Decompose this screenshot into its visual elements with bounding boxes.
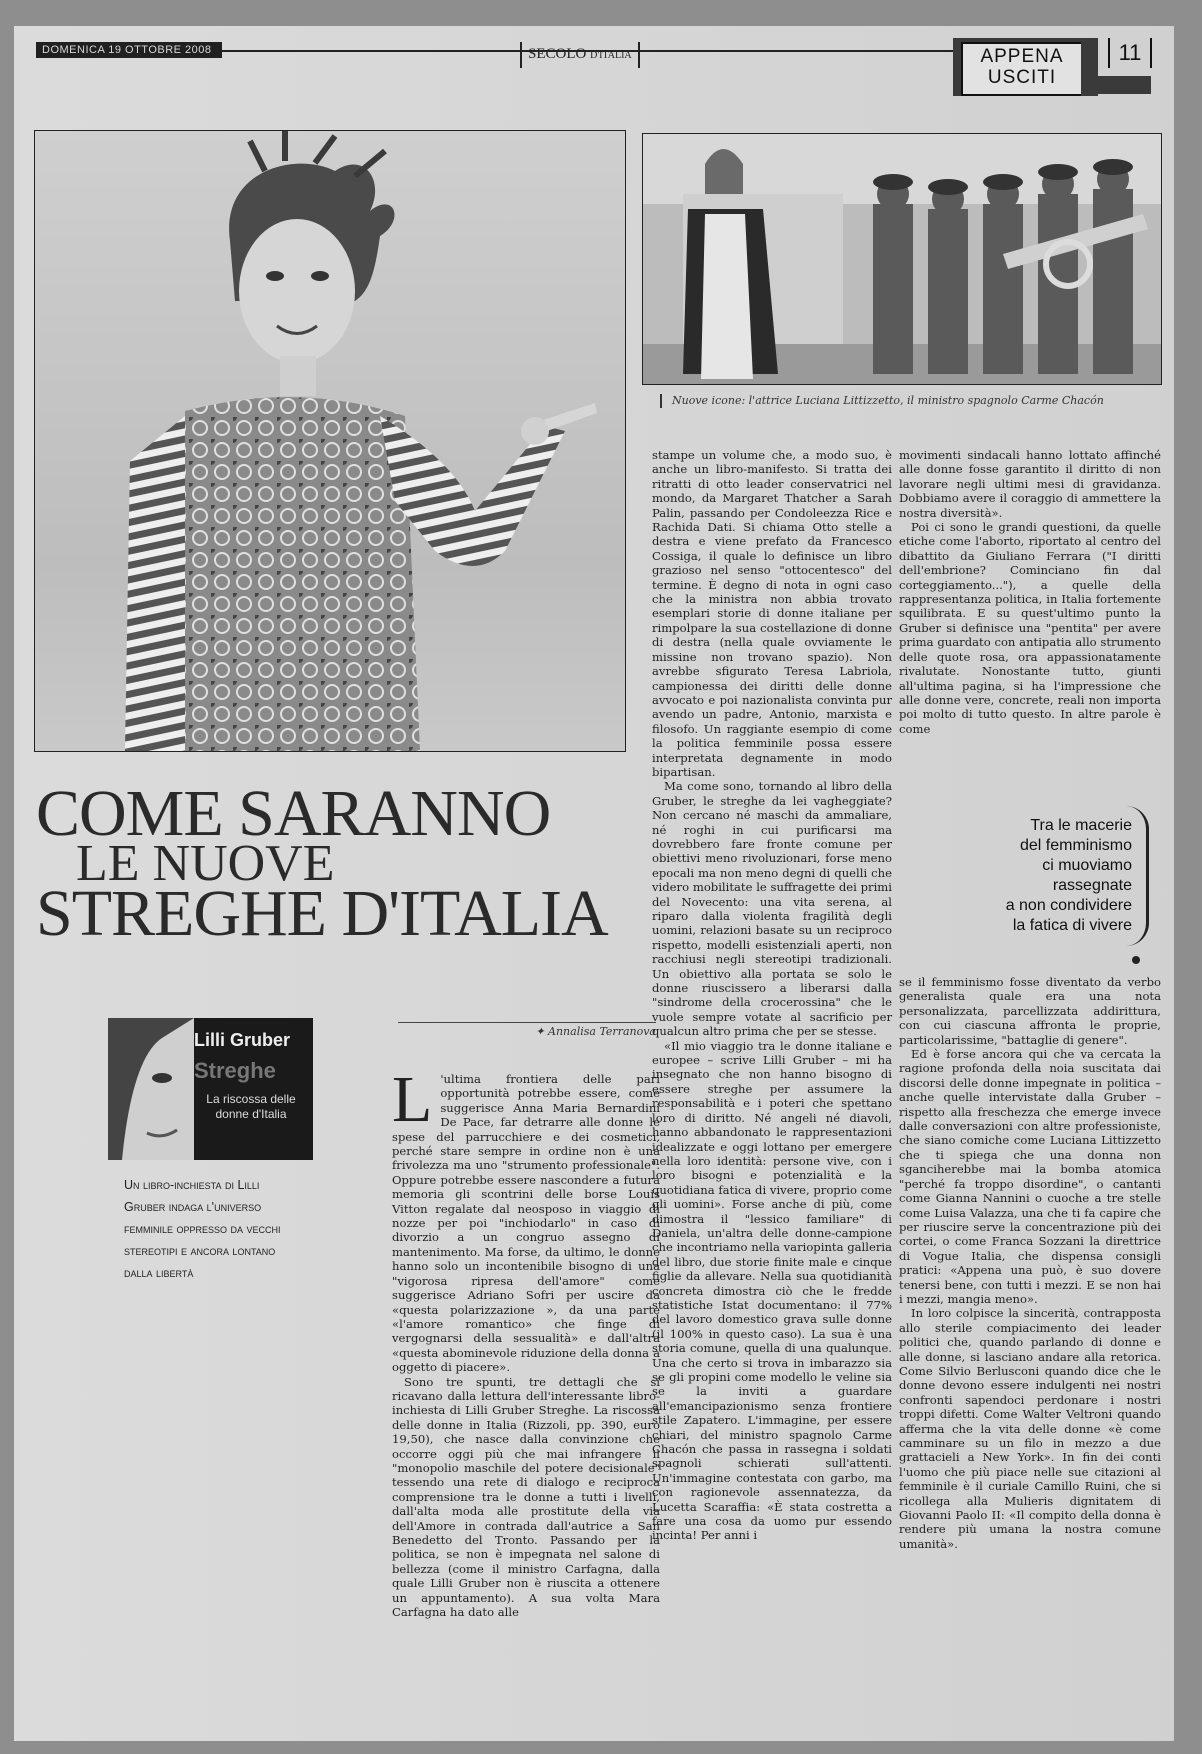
paragraph: stampe un volume che, a modo suo, è anche un libro-manifesto. Si tratta dei ritratti di otto leader conservatrici nel mondo, da Margaret Thatcher a Sarah Palin, passando per Condoleezza Rice e Rachida Dati. Si chiama Otto stelle a destra e viene prefato da Francesco Cossiga, il quale lo definisce un libro grazioso nel senso "ottocentesco" del termine. È degno di nota in ogni caso che la ministra non abbia trovato esemplari storie di donne italiane per rimpolpare la sua costellazione di donne di destra (nella quale ovviamente le missine non trovano spazio). Non avrebbe sfigurato Teresa Labriola, campionessa dei diritti delle donne avvocato e poi nazionalista convinta pur avendo un padre, Antonio, marxista e filosofo. Un raggiante esempio di come la politica femminile possa essere interpretata degnamente in modo bipartisan.	[652, 448, 892, 779]
issue-date: DOMENICA 19 OTTOBRE 2008	[36, 42, 222, 58]
book-cover-face-illustration	[108, 1018, 194, 1160]
main-photo	[34, 130, 626, 752]
paragraph: Sono tre spunti, tre dettagli che si ricavano dalla lettura dell'interessante libro-inchiesta di Lilli Gruber Streghe. La riscossa delle donne in Italia (Rizzoli, pp. 390, euro 19,50), che nasce dalla convinzione che occorre oggi più che mai infrangere il "monopolio maschile del potere decisionale" tessendo una rete di dialogo e reciproca comprensione tra le donne a tutti i livelli, dall'alta moda alle prostitute della via dell'Amore in contrada dall'autrice a San Benedetto del Tronto. Passando per la politica, se non è impegnata nel salone di bellezza (come il ministro Carfagna, dalla quale Lilli Gruber non è riuscita a ottenere un appuntamento). A sua volta Mara Carfagna ha dato alle	[392, 1374, 660, 1620]
article-column-3-top	[899, 448, 1161, 736]
book-author: Lilli Gruber	[194, 1030, 291, 1050]
book-cover	[108, 1018, 313, 1160]
headline-line1: COME SARANNO	[36, 777, 551, 850]
drop-cap: L	[392, 1063, 433, 1136]
logo-small: D'ITALIA	[590, 50, 632, 61]
article-headline	[36, 777, 636, 950]
article-column-2	[652, 448, 892, 1543]
article-blurb: Un libro-inchiesta di Lilli Gruber indaga l'universo femminile oppresso da vecchi stereotipi e ancora lontano dalla libertà	[124, 1178, 281, 1280]
page-number: 11	[1108, 38, 1152, 68]
byline-mark: ✦	[535, 1025, 549, 1038]
pull-quote-line: a non condividere	[1005, 897, 1132, 914]
pull-quote-dot	[1132, 956, 1140, 964]
logo-main: SECOLO	[528, 46, 587, 62]
paragraph: Ed è forse ancora qui che va cercata la ragione profonda della noia suscitata dai discorsi delle donne impegnate in politica – anche quelle intervistate dalla Gruber – rispetto alla freschezza che emerge invece dalle conversazioni con altre professioniste, che siano comiche come Luciana Littizzetto che ti spiega che una donna non sganciherebbe mai la bomba atomica "perché fa troppo disordine", o cantanti come Gianna Nannini o cuoche a tre stelle come Luisa Valazza, una che ti fa capire che per riuscire serve la concentrazione più dei cortei, o come Franca Sozzani la direttrice di Vogue Italia, che dispensa consigli pratici: «Appena una può, è suo dovere tenersi bene, con tutti i mezzi. E se non hai i mezzi, mangia meno».	[899, 1047, 1161, 1306]
secondary-photo	[642, 133, 1162, 385]
woman-pointing-illustration	[35, 131, 625, 751]
author-name: Annalisa Terranova	[548, 1025, 656, 1038]
pull-quote-line: ci muoviamo	[1042, 857, 1132, 874]
photo-caption: Nuove icone: l'attrice Luciana Littizzetto, il ministro spagnolo Carme Chacón	[660, 394, 1167, 408]
article-column-3-bottom	[899, 975, 1161, 1551]
newspaper-logo	[520, 42, 640, 68]
paragraph: Ma come sono, tornando al libro della Gruber, le streghe da lei vagheggiate? Non cercano né maschi da ammaliare, né roghi in cui purificarsi ma dovrebbero fare fronte comune per obiettivi meno rivoluzionari, forse meno epocali ma non meno degni di quelli che videro mobilitate le suffragette dei primi del Novecento: una vita serena, al riparo dalla violenta fragilità degli uomini, relazioni basate su un reciproco rispetto, modelli esistenziali aperti, non racchiusi negli stereotipi tradizionali. Un obiettivo alla portata se solo le donne riuscissero a liberarsi dalla "sindrome della crocerossina" che le vuole sempre votate al sacrificio per qualcun altro prima che per se stesse.	[652, 779, 892, 1039]
article-column-1	[392, 1063, 660, 1620]
headline-line2: LE NUOVE	[76, 835, 335, 892]
paragraph: «Il mio viaggio tra le donne italiane e europee – scrive Lilli Gruber – mi ha insegnato che non hanno bisogno di essere streghe per assumere la responsabilità e i poteri che spettano loro di diritto. Né angeli né diavoli, hanno abbandonato le rappresentazioni idealizzate e oggi lottano per emergere nella loro identità: persone vive, con i loro bisogni e potenzialità e la quotidiana fatica di vivere, proprio come gli uomini». Forse anche di più, come dimostra il "lessico familiare" di Daniela, un'altra delle donne-campione che incontriamo nella variopinta galleria del libro, due storie finite male e cinque figlie da allevare. Nella sua quotidianità concreta dimostra ciò che le fredde statistiche Istat documentano: il 77% del lavoro domestico grava sulle donne (il 100% in questo caso). La sua è una storia comune, quella di una qualunque. Una che certo si trova in imbarazzo sia se gli propini come modello le veline sia se la inviti a guardare all'emancipazionismo senza frontiere stile Zapatero. L'immagine, per essere chiari, del ministro spagnolo Carme Chacón che passa in rassegna i soldati spagnoli schierati sull'attenti. Un'immagine contestata con garbo, ma con ragionevole assennatezza, da Lucetta Scaraffia: «È stata costretta a fare una cosa da uomo pur essendo incinta! Per anni i	[652, 1038, 892, 1543]
paragraph: movimenti sindacali hanno lottato affinché alle donne fosse garantito il diritto di non lavorare negli ultimi mesi di gravidanza. Dobbiamo avere il coraggio di ammettere la nostra diversità».	[899, 448, 1161, 520]
paragraph: se il femminismo fosse diventato da verbo generalista quale era una nota personalizzata, parcellizzata addirittura, con cui ciascuna affronta le proprie, particolarissime, "battaglie di genere".	[899, 975, 1161, 1047]
section-label-line1: APPENA	[980, 46, 1064, 67]
section-label	[961, 42, 1081, 96]
byline	[398, 1022, 656, 1038]
header-bar	[1098, 76, 1151, 94]
section-label-line2: USCITI	[987, 67, 1057, 88]
paragraph: In loro colpisce la sincerità, contrapposta allo sterile compiacimento dei leader politici che, quando parlando di donne e alle donne, si lasciano andare alla retorica. Come Silvio Berlusconi quando dice che le donne devono essere indulgenti nei nostri confronti sapendoci perdonare i nostri troppi difetti. Come Walter Veltroni quando afferma che la vita delle donne «è come camminare su un filo in mezzo a due grattacieli a New York». In fin dei conti l'uomo che più piace nelle sue citazioni al femminile è il curiale Camillo Ruini, che si ricollega alla Mulieris dignitatem di Giovanni Paolo II: «Il compito della donna è rendere più umana la nostra comune umanità».	[899, 1306, 1161, 1551]
book-subtitle: La riscossa delle donne d'Italia	[206, 1092, 296, 1121]
paragraph: 'ultima frontiera delle pari opportunità potrebbe essere, come suggerisce Anna Maria Bernardini De Pace, far detrarre alle donne le spese del parrucchiere e dei cosmetici, perché stare sempre in ordine non è una frivolezza ma uno "strumento professionale". Oppure potrebbe essere nascondere a futura memoria gli scontrini delle borse Louis Vitton regalate dal neosposo in viaggio di nozze per poi "inchiodarlo" in caso di divorzio a un congruo assegno di mantenimento. Ma forse, da ultimo, le donne hanno solo un incontenibile bisogno di una "vigorosa ripresa dell'amore" come suggerisce Adriano Sofri per uscire da «questa polarizzazione », da una parte «l'amore romantico» che finge di vergognarsi della sessualità» e dall'altra «questa abominevole riduzione della donna a oggetto di piacere».	[392, 1072, 660, 1375]
pull-quote-line: la fatica di vivere	[1012, 917, 1132, 934]
minister-soldiers-illustration	[643, 134, 1161, 384]
headline-line3: STREGHE D'ITALIA	[36, 877, 608, 950]
section-banner	[953, 38, 1098, 96]
pull-quote-bracket	[1126, 806, 1149, 946]
pull-quote-line: Tra le macerie	[1030, 817, 1132, 834]
page-header	[36, 38, 1151, 98]
pull-quote-line: rassegnate	[1052, 877, 1132, 894]
newspaper-page	[14, 26, 1174, 1741]
paragraph: Poi ci sono le grandi questioni, da quelle etiche come l'aborto, riportato al centro del dibattito da Giuliano Ferrara ("I diritti dell'embrione? Cominciano fin dal corteggiamento..."), a quelle della rappresentanza politica, in Italia fortemente squilibrata. E su quest'ultimo punto la Gruber si definisce una "pentita" per avere prima guardato con antipatia allo strumento delle quote rosa, ora appassionatamente rivalutate. Nonostante tutto, giunti all'ultima pagina, si ha l'impressione che alle donne vere, concrete, reali non importa poi molto di tutto questo. In altre parole è come	[899, 520, 1161, 736]
pull-quote	[894, 816, 1132, 936]
book-title: Streghe	[194, 1058, 276, 1083]
pull-quote-line: del femminismo	[1019, 837, 1132, 854]
